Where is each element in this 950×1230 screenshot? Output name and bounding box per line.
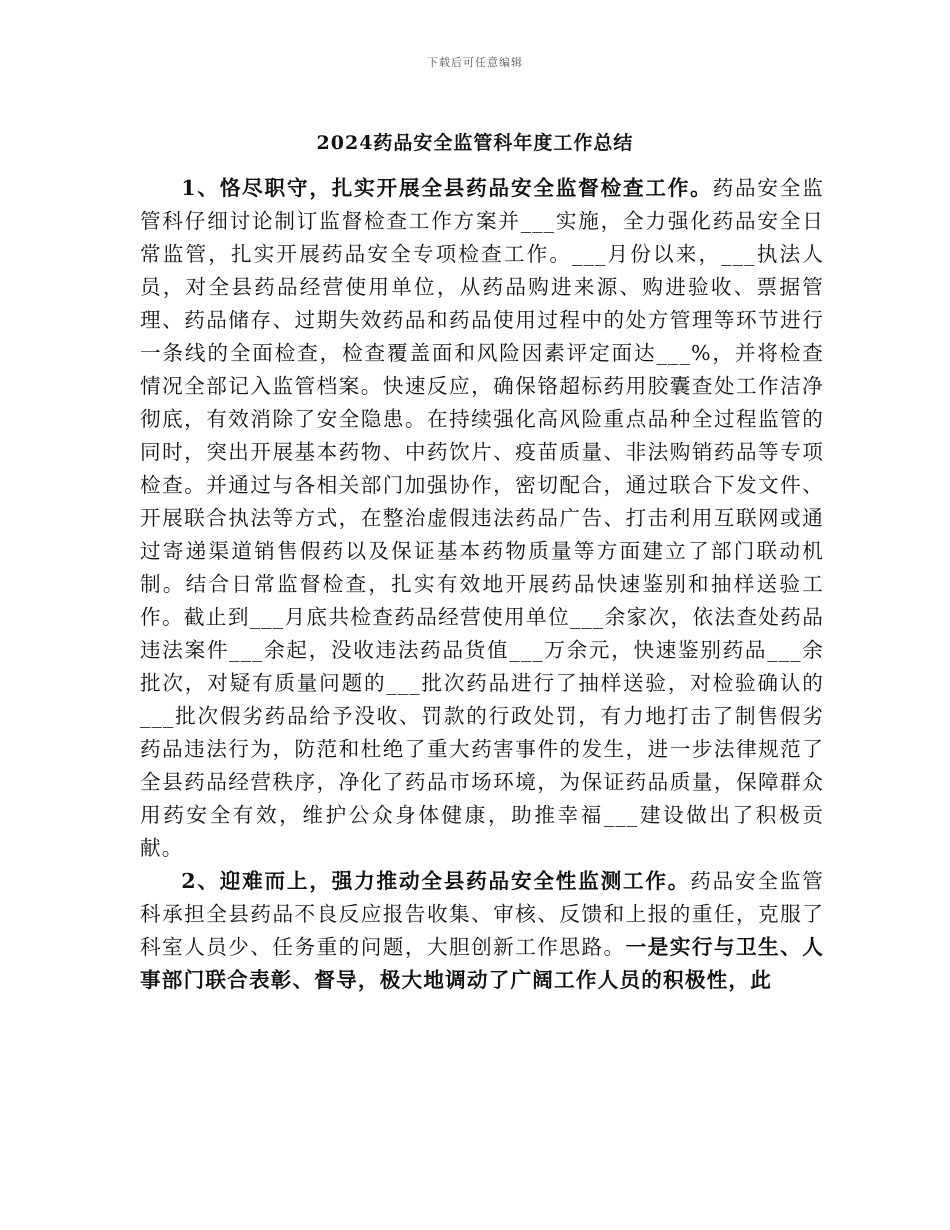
paragraph-1	[140, 172, 824, 865]
paragraph-2-text: 药品安全监管科承担全县药品不良反应报告收集、审核、反馈和上报的重任，克服了科室人员少、任务重的问题，大胆创新工作思路。	[140, 869, 824, 959]
document-body	[140, 172, 824, 997]
paragraph-2-tail: 一是实行与卫生、人事部门联合表彰、督导，极大地调动了广阔工作人员的积极性，此	[140, 935, 824, 992]
paragraph-1-text: 药品安全监管科仔细讨论制订监督检查工作方案并___实施，全力强化药品安全日常监管，扎实开展药品安全专项检查工作。___月份以来，___执法人员，对全县药品经营使用单位，从药品购进来源、购进验收、票据管理、药品储存、过期失效药品和药品使用过程中的处方管理等环节进行一条线的全面检查，检查覆盖面和风险因素评定面达___%，并将检查情况全部记入监管档案。快速反应，确保铬超标药用胶囊查处工作洁净彻底，有效消除了安全隐患。在持续强化高风险重点品种全过程监管的同时，突出开展基本药物、中药饮片、疫苗质量、非法购销药品等专项检查。并通过与各相关部门加强协作，密切配合，通过联合下发文件、开展联合执法等方式，在整治虚假违法药品广告、打击利用互联网或通过寄递渠道销售假药以及保证基本药物质量等方面建立了部门联动机制。结合日常监督检查，扎实有效地开展药品快速鉴别和抽样送验工作。截止到___月底共检查药品经营使用单位___余家次，依法查处药品违法案件___余起，没收违法药品货值___万余元，快速鉴别药品___余批次，对疑有质量问题的___批次药品进行了抽样送验，对检验确认的___批次假劣药品给予没收、罚款的行政处罚，有力地打击了制售假劣药品违法行为，防范和杜绝了重大药害事件的发生，进一步法律规范了全县药品经营秩序，净化了药品市场环境，为保证药品质量，保障群众用药安全有效，维护公众身体健康，助推幸福___建设做出了积极贡献。	[140, 176, 824, 860]
paragraph-2-heading: 2、迎难而上，强力推动全县药品安全性监测工作。	[181, 869, 691, 893]
document-title: 2024药品安全监管科年度工作总结	[316, 132, 634, 154]
paragraph-1-heading: 1、恪尽职守，扎实开展全县药品安全监督检查工作。	[181, 176, 713, 200]
paragraph-2	[140, 865, 824, 997]
header-note: 下载后可任意编辑	[427, 56, 523, 69]
